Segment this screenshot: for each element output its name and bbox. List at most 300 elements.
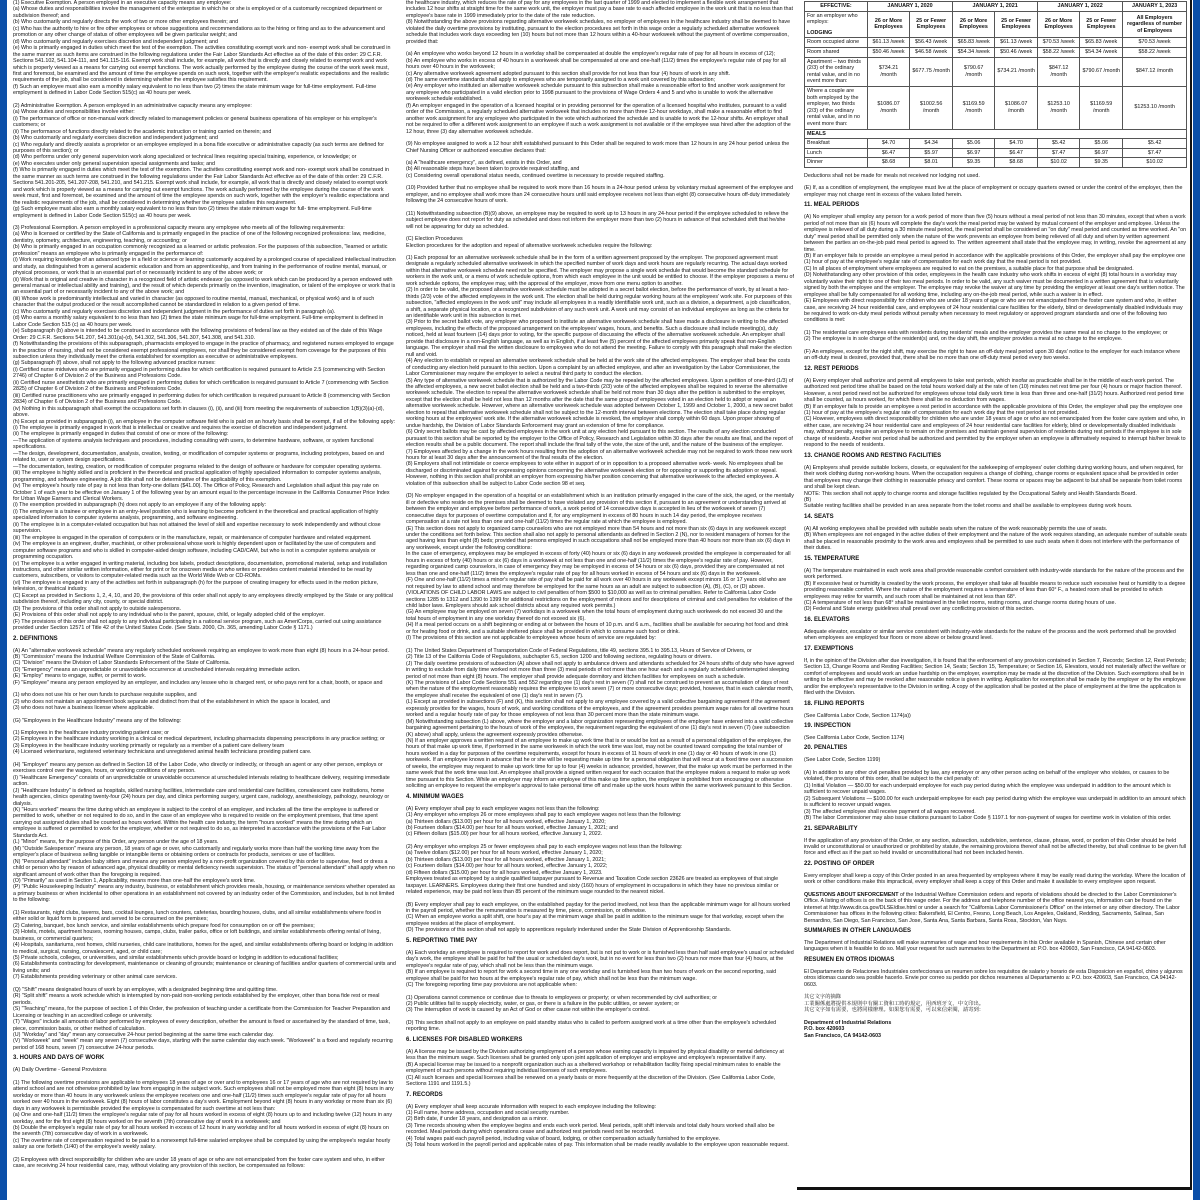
paragraph: (3) Professional Exemption. A person employed in a professional capacity means any employee who meets all of the following requirements:	[13, 224, 345, 231]
paragraph: (i) The performance of office or non-manual work directly related to management policies or general business operations of his employer or his employer's customers; or	[13, 115, 377, 129]
paragraph: (3) Time records showing when the employee begins and ends each work period. Meal periods, split shift intervals and total daily hours worked shall also be recorded. Meal periods during which operations cease and authorized rest periods need not be recorded.	[406, 1122, 775, 1136]
paragraph: (1) Initial Violation — $50.00 for each underpaid employee for each pay period during which the employee was underpaid in addition to the amount which is sufficient to recover unpaid wages.	[804, 782, 1171, 796]
paragraph: (6) Only secret ballots may be cast by affected employees in the work unit at any election held pursuant to this section. The results of any election conducted pursuant to this section shall be reported by the employer to the Office of Policy, Research and Legislation within 30 days after the results are final, and the report of election results shall be a public document. The report shall include the final tally of the vote, the size of the unit, and the nature of the business of the employer.	[406, 429, 793, 449]
paragraph: (b) Who customarily and regularly directs the work of two or more other employees therein; and	[13, 19, 239, 26]
rate-cell: $790.67 /month	[1080, 57, 1123, 86]
right-border	[1193, 0, 1200, 1200]
rate-cell: $6.97	[1080, 148, 1123, 158]
paragraph: (d) Fifteen dollars ($15.00) per hour for all hours worked, effective January 1, 2023.	[406, 869, 603, 876]
paragraph: (f) An employer engaged in the operation of a licensed hospital or in providing personnel for the operation of a licensed hospital who institutes, pursuant to a valid order of the Commission, a regularly scheduled alternative workweek that includes no more than three 12-hour workdays, shall make a reasonable effort to find another work assignment for any employee who participated in the vote which authorized the schedule and is unable to work the 12-hour shifts. An employer shall not be required to offer a different work assignment to an employee if such a work assignment is not available or if the employee was hired after the adoption of the 12 hour, three (3) day alternative workweek schedule.	[406, 102, 791, 135]
rate-cell: $54.34 /week	[953, 47, 995, 57]
meals-label: MEALS	[805, 129, 1187, 139]
paragraph: (K) "Hours worked" means the time during which an employee is subject to the control of an employer, and includes all the time the employee is suffered or permitted to work, whether or not required to do so, and in the case of an employee who is required to reside on the employment premises, that time spent carrying out assigned duties shall be counted as hours worked. Within the health care industry, the term "hours worked" means the time during which an employee is suffered or permitted to work for the employer, whether or not required to do so, as interpreted in accordance with the provisions of the Fair Labor Standards Act.	[13, 807, 386, 839]
rate-cell: $61.13 /week	[995, 38, 1038, 48]
paragraph: (B) When employees are not engaged in the active duties of their employment and the nature of the work requires standing, an adequate number of suitable seats shall be placed in reasonable proximity to the work area and employees shall be permitted to use such seats when it does not interfere with the performance of their duties.	[804, 532, 1187, 552]
paragraph: (b) Thirteen dollars ($13.00) per hour for all hours worked, effective January 1, 2021;	[406, 856, 606, 863]
year-2021: JANUARY 1, 2021	[953, 2, 1038, 12]
paragraph: (1) Restaurants, night clubs, taverns, bars, cocktail lounges, lunch counters, cafeterias, boarding houses, clubs, and all similar establishments where food in either solid or liquid form is prepared and served to be consumed on the premises;	[13, 909, 382, 923]
paragraph: (c) Who has the authority to hire or fire other employees or whose suggestions and recommendations as to the hiring or firing and as to the advancement and promotion or any other change of status of other employees will be given particular weight; and	[13, 25, 385, 39]
paragraph: (d) Who earns a monthly salary equivalent to no less than two (2) times the state minimum wage for full-time employment. Full-time employment is defined in Labor Code Section 515 (c) as 40 hours per week.	[13, 315, 384, 328]
paragraph: (F) An employee, except for the night shift, may exercise the right to have an off-duty meal period upon 30 days' notice to the employer for each instance where an off-duty meal is desired, provided that, there shall be no more than one off-duty meal period every two weeks.	[804, 348, 1181, 362]
paragraph: Adequate elevator, escalator or similar service consistent with industry-wide standards for the nature of the process and the work performed shall be provided when employees are employed four floors or more above or below ground level.	[804, 628, 1176, 642]
paragraph: (a) Who is licensed or certified by the State of California and is primarily engaged in the practice of one of the following recognized professions: law, medicine, dentistry, optometry, architecture, engineering, teaching, or accounting; or	[13, 231, 386, 244]
row-label: Lunch	[805, 148, 868, 158]
year-2023: JANUARY 1, 2023	[1123, 2, 1187, 12]
paragraph: (G) An employee may be employed on seven (7) workdays in a workweek when the total hours of employment during such workweek do not exceed 30 and the total hours of employment in any one workday thereof do not exceed six (6).	[406, 609, 783, 622]
left-border	[0, 0, 7, 1200]
paragraph: (J) "Healthcare Industry" is defined as hospitals, skilled nursing facilities, intermediate care and residential care facilities, convalescent care institutions, home health agencies, clinics operating twenty-four (24) hours per day, and clinics performing surgery, urgent care, radiology, anesthesiology, pathology, neurology or dialysis.	[13, 787, 390, 807]
table-header-row	[805, 2, 1187, 12]
paragraph: (f) Notwithstanding the provisions of this subparagraph, pharmacists employed to engage in the practice of pharmacy, and registered nurses employed to engage in the practice of nursing, shall not be considered exempt professional employees, nor shall they be considered exempt from coverage for the purposes of this subsection unless they individually meet the criteria established for exemption as executive or administrative employees.	[13, 341, 394, 361]
paragraph: (ii) The employee is in a computer-related occupation but has not attained the level of skill and expertise necessary to work independently and without close supervision.	[13, 521, 381, 535]
right-rule	[1190, 0, 1192, 1190]
row-label: Dinner	[805, 158, 868, 168]
paragraph: (B) If an employee is required to report for work a second time in any one workday and is furnished less than two hours of work on the second reporting, said employee shall be paid for two hours at the employee's regular rate of pay, which shall not be less than the minimum wage.	[406, 969, 777, 982]
rate-cell: $847.12 /month	[1123, 57, 1187, 86]
paragraph: (B) A special license may be issued to a nonprofit organization such as a sheltered workshop or rehabilitation facility fixing special minimum rates to enable the employment of such persons without requiring individual licenses of such employees.	[406, 1061, 781, 1075]
paragraph: (ii) The employee is primarily engaged in duties that consist of one or more of the following:	[13, 431, 229, 438]
paragraph: (c) Considering overall operational status needs, continued overtime is necessary to provide required staffing.	[406, 172, 665, 179]
paragraph: (C) All such licenses and special licenses shall be renewed on a yearly basis or more frequently at the discretion of the Division. (See California Labor Code, Sections 1191 and 1191.5.)	[406, 1074, 776, 1088]
paragraph: (4) Total wages paid each payroll period, including value of board, lodging, or other compensation actually furnished to the employee.	[406, 1135, 721, 1142]
paragraph: (4) Licensed veterinarians, registered veterinary technicians and unregistered animal health technicians providing patient care.	[13, 749, 312, 756]
paragraph: (E) This section does not apply to organized camp counselors who are not employed more than 54 hours and not more than six (6) days in any workweek except under the conditions set forth below. This section shall also not apply to personal attendants as defined in Section 2 (N), nor to resident managers of homes for the aged having less than eight (8) beds; provided that persons employed in such occupations shall not be employed more than 40 hours nor more than six (6) days in any workweek, except under the following conditions:	[406, 525, 791, 551]
subhead: 26 or More Employees	[868, 11, 910, 38]
year-2020: JANUARY 1, 2020	[868, 2, 953, 12]
paragraph: (F) One and one-half (11/2) times a minor's regular rate of pay shall be paid for all work over 40 hours in any workweek except minors 16 or 17 years old who are not required by law to attend school and may therefore be employed for the same hours as an adult are subject to subsection (A), (B), (C), or (D) above.	[406, 577, 787, 590]
paragraph	[804, 892, 1187, 924]
bold-lead: QUESTIONS ABOUT ENFORCEMENT	[804, 891, 899, 898]
rate-cell: $54.34 /week	[1080, 47, 1123, 57]
paragraph: The Department of Industrial Relations will make summaries of wage and hour requirements in this Order available in Spanish, Chinese and certain other languages when it is feasible to do so. Mail your request for such summaries to the Department at: P.O. box 420603, San Francisco, CA 94142-0603.	[804, 940, 1166, 953]
paragraph: (C) When an employee works a split shift, one hour's pay at the minimum wage shall be paid in addition to the minimum wage for that workday, except when the employee resides at the place of employment.	[406, 914, 784, 927]
paragraph: (G) "Employees in the Healthcare Industry" means any of the following:	[13, 717, 182, 724]
paragraph: (E) Employees with direct responsibility for children who are under 18 years of age or who are not emancipated from the foster care system and who, in either case, are receiving 24 hour residential care, and employees of 24 hour residential care facilities for the elderly, blind or developmentally disabled individuals may be required to work on-duty meal periods without penalty when necessary to meet regulatory or approved program standards and one of the following two conditions is met:	[804, 298, 1183, 324]
rate-cell: $4.34	[910, 139, 953, 149]
paragraph: (F) "Employee" means any person employed by an employer, and includes any lessee who is charged rent, or who pays rent for a chair, booth, or space and	[13, 679, 383, 686]
rate-cell: $9.35	[1080, 158, 1123, 168]
table-row	[805, 158, 1187, 168]
paragraph: (O) "Primarily" as used in Section 1, Applicability, means more than one-half the employee's work time.	[13, 878, 256, 884]
paragraph: (2) Birth date, if under 18 years, and designation as a minor.	[406, 1116, 548, 1123]
paragraph: (M) Notwithstanding subsection (L) above, where the employer and a labor organization representing employees of the employer have entered into a valid collective bargaining agreement pertaining to the hours of work of the employees, the requirement regarding the equivalent of one (1) day's rest in seven (7) (see subsection (K) above) shall apply, unless the agreement expressly provides otherwise.	[406, 718, 794, 738]
paragraph: (f) Such an employee must also earn a monthly salary equivalent to no less than two (2) times the state minimum wage for full-time employment. Full-time employment is defined in Labor Code Section 515(c) as 40 hours per week.	[13, 83, 377, 97]
paragraph: (A) A license may be issued by the Division authorizing employment of a person whose earning capacity is impaired by physical disability or mental deficiency at less than the minimum wage. Such licenses shall be granted only upon joint application of employer and employee and employee's representative if any.	[406, 1048, 784, 1062]
section-heading: 20. PENALTIES	[804, 745, 848, 752]
paragraph: (b) Double the employee's regular rate of pay for all hours worked in excess of 12 hours in any workday and for all hours worked in excess of eight (8) hours on the seventh (7th) consecutive day of work in a workweek.	[13, 1124, 389, 1138]
paragraph: (F) The provisions of this order shall not apply to any individual participating in a national service program, such as AmeriCorps, carried out using assistance provided under Section 12571 of Title 42 of the United States Code. (See Stats. 2000, Ch. 365, amending Labor Code § 1171.)	[13, 618, 382, 632]
column-3-text	[804, 173, 1187, 1039]
paragraph: (e) Subparagraph (b) above is intended to be construed in accordance with the following provisions of federal law as they existed as of the date of this Wage Order: 29 C.F.R. Sections 541.207, 541.301(a)-(d), 541.302, 541.306, 541.307, 541.308, and 541.310.	[13, 328, 383, 341]
paragraph: Election procedures for the adoption and repeal of alternative workweek schedules require the following:	[406, 242, 653, 249]
section-heading: 16. ELEVATORS	[804, 616, 850, 623]
paragraph: (R) "Split shift" means a work schedule which is interrupted by non-paid non-working periods established by the employer, other than bona fide rest or meal periods.	[13, 993, 380, 1006]
paragraph: (a) One and one-half (11/2) times the employee's regular rate of pay for all hours worked in excess of eight (8) hours up to and including twelve (12) hours in any workday, and for the first eight (8) hours worked on the seventh (7th) consecutive day of work in a workweek; and	[13, 1112, 393, 1125]
section-heading: 22. POSTING OF ORDER	[804, 860, 875, 867]
rate-cell: $1169.59 /month	[1080, 86, 1123, 129]
paragraph: (a) Twelve dollars ($12.00) per hour for all hours worked, effective January 1, 2020;	[406, 850, 603, 857]
paragraph: (2) The employee is in sole charge of the resident(s) and, on the day shift, the employer provides a meal at no charge to the employee.	[804, 336, 1123, 343]
paragraph: (D) Notwithstanding any other provision of this order, employees in the health care industry who work shifts in excess of eight (8) total hours in a workday may voluntarily waive their right to one of their two meal periods. In order to be valid, any such waiver must be documented in a written agreement that is voluntarily signed by both the employee and the employer. The employee may revoke the waiver at any time by providing the employer at least one day's written notice. The employee shall be fully compensated for all working time, including any on-the-job meal period, while such a waiver is in effect.	[804, 272, 1185, 298]
paragraph: (v) The employee is a writer engaged in writing material, including box labels, product descriptions, documentation, promotional material, setup and installation instructions, and other similar written information, either for print or for onscreen media or who writes or provides content material intended to be read by customers, subscribers, or visitors to computer-related media such as the World Wide Web or CD-ROMs.	[13, 560, 388, 580]
paragraph: —The documentation, testing, creation, or modification of computer programs related to the design of software or hardware for computer operating systems.	[13, 463, 382, 470]
rate-cell: $6.47	[995, 148, 1038, 158]
rate-cell: $50.46 /week	[995, 47, 1038, 57]
paragraph: (2) Employees in the healthcare industry working in a clinical or medical department, including pharmacists dispensing prescriptions in any practice setting; or	[13, 736, 385, 743]
paragraph: (3) The interruption of work is caused by an Act of God or other cause not within the employer's control.	[406, 1007, 650, 1014]
paragraph: (A) No employer shall employ any person for a work period of more than five (5) hours without a meal period of not less than 30 minutes, except that when a work period of not more than six (6) hours will complete the day's work the meal period may be waived by mutual consent of the employer and employee. Unless the employee is relieved of all duty during a 30 minute meal period, the meal period shall be considered an "on duty" meal period and counted as time worked. An "on duty" meal period shall be permitted only when the nature of the work prevents an employee from being relieved of all duty and when by written agreement between the parties an on-the-job paid meal period is agreed to. The written agreement shall state that the employee may, in writing, revoke the agreement at any time.	[804, 214, 1187, 253]
paragraph: (VIOLATIONS OF CHILD LABOR LAWS are subject to civil penalties of from $500 to $10,000 as well as to criminal penalties. Refer to California Labor Code sections 1285 to 1312 and 1390 to 1399 for additional restrictions on the employment of minors and for descriptions of criminal and civil penalties for violation of the child labor laws. Employers should ask school districts about any required work permits.)	[406, 590, 793, 609]
paragraph: (vi) The employee is engaged in any of the activities set forth in subparagraph (h) for the purpose of creating imagery for effects used in the motion picture, television, or theatrical industry.	[13, 579, 379, 593]
column-2	[406, 0, 794, 1200]
paragraph: (8) Employers shall not intimidate or coerce employees to vote either in support of or in opposition to a proposed alternative work- week. No employees shall be discharged or discriminated against for expressing opinions concerning the alternative workweek election or for opposing or supporting its adoption or repeal. However, nothing in this section shall prohibit an employer from expressing his/her position concerning that alternative workweek to the affected employees. A violation of this subsection shall be subject to Labor Code section 98 et seq.	[406, 461, 783, 487]
section-heading: 5. REPORTING TIME PAY	[406, 937, 478, 944]
paragraph: (B) If excessive heat or humidity is created by the work process, the employer shall take all feasible means to reduce such excessive heat or humidity to a degree providing reasonable comfort. Where the nature of the employment requires a temperature of less than 60° F., a heated room shall be provided to which employees may retire for warmth, and such room shall be maintained at not less than 68°.	[804, 580, 1186, 600]
rate-cell: $1002.56 /month	[910, 86, 953, 129]
rate-cell: $5.06	[953, 139, 995, 149]
paragraph: (T) "Wages" include all amounts of labor performed by employees of every description, whether the amount is fixed or ascertained by the standard of time, task, piece, commission basis, or other method of calculation.	[13, 1019, 390, 1032]
section-heading: 6. LICENSES FOR DISABLED WORKERS	[406, 1036, 523, 1043]
paragraph: (1) The residential care employees eats with residents during residents' meals and the employer provides the same meal at no charge to the employee; or	[804, 329, 1168, 336]
paragraph: (A) Every employer shall keep accurate information with respect to each employee including the following:	[406, 1103, 657, 1110]
paragraph: (c) Who regularly and directly assists a proprietor or an employee employed in a bona fide executive or administrative capacity (as such terms are defined for purposes of this section); or	[13, 141, 384, 154]
paragraph: (I) The provisions of this section are not applicable to employees whose hours of service are regulated by:	[406, 635, 657, 642]
paragraph: (iii) The employee is engaged in the operation of computers or in the manufacture, repair, or maintenance of computer hardware and related equipment.	[13, 534, 372, 541]
row-label: Room shared	[805, 47, 868, 57]
address-line: P.O. box 420603	[804, 1026, 845, 1033]
rate-cell: $1169.59 /month	[953, 86, 995, 129]
address-line: San Francisco, CA 94142-0603	[804, 1032, 882, 1039]
section-heading: 4. MINIMUM WAGES	[406, 793, 464, 800]
paragraph: (4) Hospitals, sanitariums, rest homes, child nurseries, child care institutions, homes for the aged, and similar establishments offering board or lodging in addition to medical, surgical, nursing, convalescent, aged, or child care;	[13, 942, 393, 955]
paragraph: (C) A temperature of not less than 68° shall be maintained in the toilet rooms, resting rooms, and change rooms during hours of use.	[804, 599, 1116, 606]
rate-cell: $10.02	[1123, 158, 1187, 168]
paragraph: (iv) The employee's hourly rate of pay is not less than forty-one dollars ($41.00). The Office of Policy, Research and Legislation shall adjust this pay rate on October 1 of each year to be effective on January 1 of the following year by an amount equal to the percentage increase in the California Consumer Price Index for Urban Wage Earners and Clerical Workers.	[13, 483, 390, 502]
paragraph: (D) The provisions of this order shall not apply to outside salespersons.	[13, 605, 182, 612]
paragraph: (A) In addition to any other civil penalties provided by law, any employer or any other person acting on behalf of the employer who violates, or causes to be violated, the provisions of this order, shall be subject to the civil penalty of:	[804, 769, 1170, 783]
paragraph: (K) The provisions of Labor Code Sections 551 and 552 regarding one (1) day's rest in seven (7) shall not be construed to prevent an accumulation of days of rest when the nature of the employment reasonably requires the employee to work seven (7) or more consecutive days; provided, however, that in each calendar month, the employee shall receive the equivalent of one (1) day's rest in seven (7).	[406, 679, 794, 699]
paragraph: (2) Subsequent Violations — $100.00 for each underpaid employee for each pay period during which the employee was underpaid in addition to an amount which is sufficient to recover unpaid wages.	[804, 795, 1186, 809]
rate-cell: $65.83 /week	[953, 38, 995, 48]
paragraph: (iv) Nothing in this subparagraph shall exempt the occupations set forth in clauses (i), (ii), and (iii) from meeting the requirements of subsection 1(B)(3)(a)-(d), above.	[13, 405, 384, 419]
rate-cell: $8.01	[910, 158, 953, 168]
paragraph: (B) Every employer shall pay to each employee, on the established payday for the period involved, not less than the applicable minimum wage for all hours worked in the payroll period, whether the remuneration is measured by time, piece, commission, or otherwise.	[406, 901, 791, 914]
paragraph: (N) If an employer approves a written request of an employee to make up work time that is or would be lost as a result of a personal obligation of the employee, the hours of that make up work time, if performed in the same workweek in which the work time was lost, may not be counted toward computing the total number of hours worked in a day for purposes of the overtime requirements, except for hours in excess of 11 hours of work in one (1) day or 40 hours of work in one (1) workweek. If an employee knows in advance that he or she will be requesting make up time for a personal obligation that will recur at a fixed time over a succession of weeks, the employee may request to make up work time for up to four (4) weeks in advance; provided, however, that the make up work must be performed in the same week that the work time was lost. An employee shall provide a signed written request for each occasion that the employee makes a request to make up work time pursuant to this Section. While an employer may inform an employee of this make up time option, the employer is prohibited from encouraging or otherwise soliciting an employee to request the employer's approval to take personal time off and make up the work hours within the same workweek pursuant to this Section.	[406, 738, 793, 790]
employer-label: For an employer who employs: LODGING	[805, 11, 868, 38]
rate-cell: $46.58 /week	[910, 47, 953, 57]
rate-cell: $8.68	[995, 158, 1038, 168]
paragraph: (a) An employee who works beyond 12 hours in a workday shall be compensated at double the employee's regular rate of pay for all hours in excess of (12);	[406, 51, 776, 58]
paragraph: (H) If a meal period occurs on a shift beginning or ending at or between the hours of 10 p.m. and 6 a.m., facilities shall be available for securing hot food and drink or for heating food or drink, and a suitable sheltered place shall be provided in which to consume such food or drink.	[406, 622, 789, 635]
lodging-meals-table	[804, 1, 1187, 168]
paragraph: (a) A "healthcare emergency", as defined, exists in this Order, and	[406, 159, 562, 166]
paragraph: Suitable resting facilities shall be provided in an area separate from the toilet rooms and shall be available to employees during work hours.	[804, 503, 1133, 510]
section-heading: 12. REST PERIODS	[804, 365, 859, 372]
paragraph: (C) However, employees with direct responsibility for children who are under 18 years of age or who are not emancipated from the foster care system and who, in either case, are receiving 24 hour residential care and employees of 24 hour residential care facilities for elderly, blind or developmentally disabled individuals may, without penalty, require an employee to remain on the premises and maintain general supervision of residents during rest periods if the employee is in sole charge of residents. Another rest period shall be authorized and permitted by the employer when an employee is affirmatively required to interrupt his/her break to respond to the needs of residents.	[804, 416, 1186, 449]
paragraph: (A) Daily Overtime - General Provisions	[13, 1067, 107, 1074]
paragraph: (b) Who customarily and regularly exercises discretion and independent judgment; and	[13, 135, 218, 142]
paragraph: (11) Notwithstanding subsection (B)(9) above, an employee may be required to work up to 13 hours in any 24-hour period if the employee scheduled to relieve the subject employee does not report for duty as scheduled and does not inform the employer more than two (2) hours in advance of that scheduled shift that he/she will not be appearing for duty as scheduled.	[406, 210, 789, 230]
paragraph: (A) Every employer shall pay to each employee wages not less than the following:	[406, 805, 600, 812]
paragraph: (i) Certified nurse midwives who are primarily engaged in performing duties for which certification is required pursuant to Article 2.5 (commencing with Section 2746) of Chapter 6 of Division 2 of the Business and Professions Code.	[13, 366, 386, 380]
paragraph: (4) Any election to establish or repeal an alternative workweek schedule shall be held at the work site of the affected employees. The employer shall bear the costs of conducting any election held pursuant to this section. Upon a complaint by an affected employee, and after an investigation by the Labor Commissioner, the Labor Commissioner may require the employer to select a neutral third party to conduct the election.	[406, 358, 791, 378]
paragraph: —The design, development, documentation, analysis, creation, testing, or modification of computer systems or programs, including prototypes, based on and related to, user or system design specifications.	[13, 450, 384, 464]
paragraph: (c) Fourteen dollars ($14.00) per hour for all hours worked, effective January 1, 2022;	[406, 863, 608, 870]
subhead: 26 or More Employees	[1038, 11, 1080, 38]
paragraph: (D) Federal and State energy guidelines shall prevail over any conflicting provision of this section.	[804, 606, 1035, 613]
paragraph: (c) Fifteen dollars ($15.00) per hour for all hours worked, effective January 1, 2022.	[406, 831, 603, 838]
paragraph: (7) Establishments providing veterinary or other animal care services.	[13, 974, 177, 981]
rate-cell: $56.43 /week	[910, 38, 953, 48]
paragraph: (1) The United States Department of Transportation Code of Federal Regulations, title 49, sections 395.1 to 395.13, Hours of Service of Drivers, or	[406, 647, 752, 654]
row-label: Where a couple are both employed by the employer, two thirds (2/3) of the ordinary rental value, and in no event more than:	[805, 86, 868, 129]
paragraph: (E) If, as a condition of employment, the employee must live at the place of employment or occupy quarters owned or under the control of the employer, then the employer may not charge rent in excess of the values listed herein.	[804, 185, 1183, 198]
paragraph: (I) "Healthcare Emergency" consists of an unpredictable or unavoidable occurrence at unscheduled intervals relating to healthcare delivery, requiring immediate action.	[13, 774, 390, 788]
rate-cell: $58.22 /week	[1038, 47, 1080, 57]
chinese-summary-line: 工業關係處將提供本規則中有關工資和工時的規定，用西班牙文、中文印出。	[804, 1000, 985, 1007]
rate-cell: $677.75 /month	[910, 57, 953, 86]
paragraph: (8) Notwithstanding the above provisions regarding alternative workweek schedules, no employer of employees in the healthcare industry shall be deemed to have violated the daily overtime provisions by instituting, pursuant to the election procedures set forth in this wage order a regularly scheduled alternative workweek schedule that includes work days exceeding ten (10) hours but not more than 12 hours within a 40-hour workweek without the payment of overtime compensation, provided that:	[406, 19, 791, 45]
row-label: Room occupied alone	[805, 38, 868, 48]
section-heading: 15. TEMPERATURE	[804, 555, 860, 562]
year-2022: JANUARY 1, 2022	[1038, 2, 1123, 12]
rate-cell: $1253.10 /month	[1123, 86, 1187, 129]
paragraph: the healthcare industry, which reduces the rate of pay for any employees in the last quarter of 1999 and elected to implement a flexible work arrangement that includes 12 hour shifts at straight time for the same work unit, the employer must pay a base rate to each affected employee in the work unit that is no less than that employee's base rate in 1999 immediately prior to the date of the rate reduction.	[406, 0, 793, 19]
paragraph: (ii) The performance of functions directly related to the academic instruction or training carried on therein; and	[13, 128, 272, 135]
paragraph: In the case of emergency, employees may be employed in excess of forty (40) hours or six (6) days in any workweek provided the employee is compensated for all hours in excess of forty (40) hours or six (6) days in a workweek at not less than one and one-half (11/2) times the employee's regular rate of pay. However, regarding organized camp counselors, in case of emergency they may be employed in excess of 54 hours or six (6) days, provided they are compensated at not less than one and one-half (11/2) times the employee's regular rate of pay for all hours worked in excess of 54 hours and six (6) days in the workweek.	[406, 551, 791, 577]
paragraph: (See Labor Code, Section 1199)	[804, 757, 881, 764]
paragraph: (1) Any employer who employs 26 or more employees shall pay to each employee wages not less than the following:	[406, 812, 682, 819]
rate-cell: $7.47	[1038, 148, 1080, 158]
paragraph: (ii) Certified nurse anesthetists who are primarily engaged in performing duties for which certification is required pursuant to Article 7 (commencing with Section 2825) of Chapter 6 of Division 2 of the Business and Professions Code.	[13, 379, 389, 393]
paragraph: (2) Catering, banquet, box lunch service, and similar establishments which prepare food for consumption on or off the premises;	[13, 922, 315, 929]
paragraph: (d) Who customarily and regularly exercises discretion and independent judgment; and	[13, 38, 218, 45]
table-row	[805, 148, 1187, 158]
rate-cell: $4.70	[995, 139, 1038, 149]
paragraph: (e) Who executes under only general supervision special assignments and tasks; and	[13, 160, 215, 167]
paragraph: (A) Each workday an employee is required to report for work and does report, but is not put to work or is furnished less than half said employee's usual or scheduled day's work, the employee shall be paid for half the usual or scheduled day's work, but in no event for less than two (2) hours nor more than four (4) hours, at the employee's regular rate of pay, which shall not be less than the minimum wage.	[406, 949, 794, 969]
paragraph: (N) "Personal attendant" includes baby sitters and means any person employed by a non-profit organization covered by this order to supervise, feed or dress a child or person who by reason of advanced age, physical disability or mental deficiency needs supervision. The status of "personal attendant" shall apply when no significant amount of work other than the foregoing is required.	[13, 858, 395, 878]
section-heading: 14. SEATS	[804, 513, 834, 520]
paragraph: (See California Labor Code, Section 1174(a))	[804, 712, 911, 719]
subhead: 25 or Fewer Employees	[1080, 11, 1123, 38]
paragraph: (2) Employees with direct responsibility for children who are under 18 years of age or who are not emancipated from the foster care system and who, in either case, are receiving 24 hour residential care, may, without violating any provision of this section, be compensated as follows:	[13, 1156, 385, 1170]
subhead: 25 or Fewer Employees	[995, 11, 1038, 38]
paragraph: (i) The employee is primarily engaged in work that is intellectual or creative and requires the exercise of discretion and independent judgment.	[13, 425, 348, 431]
paragraph: (g) Subparagraph (f) above, shall not apply to the following advanced practice nurses:	[13, 360, 216, 367]
paragraph: (A) The temperature maintained in each work area shall provide reasonable comfort consistent with industry-wide standards for the nature of the process and the work performed.	[804, 567, 1185, 581]
paragraph: (C) In all places of employment where employees are required to eat on the premises, a suitable place for that purpose shall be designated.	[804, 265, 1134, 272]
paragraph: (iv) The employee is an engineer, drafter, machinist, or other professional whose work is highly dependent upon or facilitated by the use of computers and computer software programs and who is skilled in computer-aided design software, including CAD/CAM, but who is not in a computer systems analysis or programming occupation.	[13, 541, 376, 561]
section-heading: 11. MEAL PERIODS	[804, 202, 860, 209]
rate-cell: $847.12 /month	[1038, 57, 1080, 86]
paragraph: (A) Employers shall provide suitable lockers, closets, or equivalent for the safekeeping of employees' outer clothing during working hours, and when required, for their work clothing during non-working hours. When the occupation requires a change of clothing, change rooms or equivalent space shall be provided in order that employees may change their clothing in reasonable privacy and comfort. These rooms or spaces may be adjacent to but shall be separate from toilet rooms and shall be kept clean.	[804, 464, 1184, 491]
paragraph: (C) "Division" means the Division of Labor Standards Enforcement of the State of California.	[13, 660, 231, 667]
paragraph: (1) Full name, home address, occupation and social security number.	[406, 1109, 570, 1116]
paragraph: (See California Labor Code, Section 1174)	[804, 734, 905, 741]
paragraph: Employees treated as employed by a single qualified taxpayer pursuant to Revenue and Taxation Code section 23626 are treated as employees of that single taxpayer. LEARNERS. Employees during their first one hundred and sixty (160) hours of employment in occupations in which they have no previous similar or related experience, may be paid not less than 85 percent of the minimum wage rounded to the nearest nickel.	[406, 876, 779, 896]
rate-cell: $6.47	[868, 148, 910, 158]
column-3	[804, 0, 1187, 1200]
paragraph: (c) The overtime rate of compensation required to be paid to a nonexempt full-time salaried employee shall be computed by using the employee's regular hourly salary as one fortieth (1/40) of the employee's weekly salary.	[13, 1137, 391, 1151]
paragraph: (D) "Emergency" means an unpredictable or unavoidable occurrence at unscheduled intervals requiring immediate action.	[13, 666, 301, 673]
column-1	[13, 0, 396, 1200]
rate-cell: $50.46 /week	[868, 47, 910, 57]
paragraph: —The application of systems analysis techniques and procedures, including consulting with users, to determine hardware, software, or system functional specifications.	[13, 437, 374, 451]
table-row	[805, 38, 1187, 48]
paragraph: (e) Who is primarily engaged in duties which meet the test of the exemption. The activities constituting exempt work and non- exempt work shall be construed in the same manner as such items are construed in the following regulations under the Fair Labor Standards Act effective as of the date of this order: 29 C.F.R. Sections 541.102, 541.104-111, and 541.115-116. Exempt work shall include, for example, all work that is directly and closely related to exempt work and work which is properly viewed as a means for carrying out exempt functions. The work actually performed by the employee during the course of the work week must, first and foremost, be examined and the amount of time the employee spends on such work, together with the employer's realistic expectations and the realistic requirements of the job, shall be considered in determining whether the employee satisfies this requirement.	[13, 45, 391, 84]
paragraph: (B) If an employer fails to provide an employee a rest period in accordance with the applicable provisions of this Order, the employer shall pay the employee one (1) hour of pay at the employee's regular rate of compensation for each work day that the rest period is not provided.	[804, 403, 1183, 417]
rate-cell: $70.53 /week	[1038, 38, 1080, 48]
paragraph: (b) All reasonable steps have been taken to provide required staffing, and	[406, 166, 580, 173]
paragraph: (iii) Whose work is predominantly intellectual and varied in character (as opposed to routine mental, manual, mechanical, or physical work) and is of such character that the output produced or the result accomplished cannot be standardized in relation to a given period of time.	[13, 295, 375, 309]
paragraph: (J) The daily overtime provisions of subsection (A) above shall not apply to ambulance drivers and attendants scheduled for 24 hours shifts of duty who have agreed in writing to exclude from daily time worked not more than three (3) meal periods of not more than one hour each and a regularly scheduled uninterrupted sleeping period of not more than eight (8) hours. The employer shall provide adequate dormitory and kitchen facilities for employees on such a schedule.	[406, 660, 794, 680]
paragraph: (i) The employee is a trainee or employee in an entry-level position who is learning to become proficient in the theoretical and practical application of highly specialized information to computer systems analysis, programming, and software engineering.	[13, 508, 379, 522]
rate-cell: $1253.10 /month	[1038, 86, 1080, 129]
paragraph: NOTE: This section shall not apply to change rooms and storage facilities regulated by the Occupational Safety and Health Standards Board.	[804, 490, 1137, 497]
paragraph: (E) "Employ" means to engage, suffer, or permit to work.	[13, 673, 147, 680]
paragraph: (i) The exemption provided in subparagraph (h) does not apply to an employee if any of the following apply:	[13, 502, 266, 509]
section-heading: 13. CHANGE ROOMS AND RESTING FACILITIES	[804, 452, 942, 459]
rate-cell: $8.68	[868, 158, 910, 168]
paragraph: (C) Election Procedures	[406, 236, 463, 243]
rate-cell: $61.13 /week	[868, 38, 910, 48]
paragraph: (Q) "Shift" means designated hours of work by an employee, with a designated beginning time and quitting time.	[13, 986, 278, 993]
paragraph: If the application of any provision of this Order, or any section, subsection, subdivision, sentence, clause, phrase, word, or portion of this Order should be held invalid or unconstitutional or unauthorized or prohibited by statute, the remaining provisions thereof shall not be affected thereby, but shall continue to be given full force and effect as if the part so held invalid or unconstitutional had not been included herein.	[804, 837, 1187, 857]
paragraph: (e) Any employer who instituted an alternative workweek schedule pursuant to this subsection shall make a reasonable effort to find another work assignment for any employee who participated in a valid election prior to 1998 pursuant to the provisions of Wage Orders 4 and 5 and who is unable to work the alternative workweek schedule established.	[406, 83, 786, 103]
paragraph: (A) An "alternative workweek schedule" means any regularly scheduled workweek requiring an employee to work more than eight (8) hours in a 24-hour period.	[13, 647, 389, 654]
paragraph: (H) "Employer" means any person as defined in Section 18 of the Labor Code, who directly or indirectly, or through an agent or any other person, employs or exercises control over the wages, hours, or working conditions of any person.	[13, 761, 383, 775]
paragraph: (V) "Workweek" and "week" mean any seven (7) consecutive days, starting with the same calendar day each week. "Workweek" is a fixed and regularly recurring period of 168 hours, seven (7) consecutive 24-hour periods.	[13, 1038, 393, 1051]
paragraph: (b) An employee who works in excess of 40 hours in a workweek shall be compensated at one and one-half (11/2) times the employee's regular rate of pay for all hours over 40 hours in the workweek;	[406, 57, 786, 71]
paragraph: (9) No employee assigned to work a 12 hour shift established pursuant to this Order shall be required to work more than 12 hours in any 24 hour period unless the Chief Nursing Officer or authorized executive declares that:	[406, 141, 790, 154]
section-heading: SUMMARIES IN OTHER LANGUAGES	[804, 928, 912, 935]
rate-cell: $5.06	[1080, 139, 1123, 149]
paragraph: (B)	[804, 497, 812, 503]
paragraph: (E) Provisions of this order shall not apply to any individual who is the parent, spouse, child, or legally adopted child of the employer.	[13, 612, 325, 619]
paragraph: (b) Who is primarily engaged in an occupation commonly recognized as a learned or artistic profession. For the purposes of this subsection, "learned or artistic profession" means an employee who is primarily engaged in the performance of:	[13, 244, 388, 257]
paragraph: (U) "Workday" and "day" mean any consecutive 24-hour period beginning at the same time each calendar day.	[13, 1031, 274, 1038]
paragraph: (iii) Certified nurse practitioners who are primarily engaged in performing duties for which certification is required pursuant to Article 8 (commencing with Section 2834) of Chapter 6 of Division 2 of the Business and Professions Code.	[13, 392, 391, 406]
paragraph: (3) who does not have a business license where applicable.	[13, 705, 155, 712]
paragraph: (M) "Outside Salesperson" means any person, 18 years of age or over, who customarily and regularly works more than half the working time away from the employer's place of business selling tangible or intangible items or obtaining orders or contracts for products, services or use of facilities.	[13, 845, 380, 859]
effective-label: EFFECTIVE:	[805, 2, 868, 12]
rate-cell: $70.53 /week	[1123, 38, 1187, 48]
paragraph: (1) Each proposal for an alternative workweek schedule shall be in the form of a written agreement proposed by the employer. The proposed agreement must designate a regularly scheduled alternative workweek in which the specified number of work days and work hours are regularly recurring. The actual days worked within that alternative workweek schedule need not be specified. The employer may propose a single work schedule that would become the standard schedule for workers in the work unit, or a menu of work schedule options, from which each employee in the unit would be entitled to choose. If the employer proposes a menu of work schedule options, the employee may, with the approval of the employer, move from one menu option to another.	[406, 254, 794, 287]
paragraph: (2) Administrative Exemption. A person employed in an administrative capacity means any employee:	[13, 102, 252, 109]
paragraph: (h) Except as provided in subparagraph (i), an employee in the computer software field who is paid on an hourly basis shall be exempt, if all of the following apply:	[13, 418, 395, 425]
paragraph: (C) The foregoing reporting time pay provisions are not applicable when:	[406, 982, 577, 989]
rate-cell: $5.42	[1038, 139, 1080, 149]
paragraph: If, in the opinion of the Division after due investigation, it is found that the enforcement of any provision contained in Section 7, Records; Section 12, Rest Periods; Section 13, Change Rooms and Resting Facilities; Section 14, Seats; Section 15, Temperature; or Section 16, Elevators, would not materially affect the welfare or comfort of employees and would work an undue hardship on the employer, exemption may be made at the discretion of the Division. Such exemptions shall be in writing to be effective and may be revoked after reasonable notice is given in writing. Application for exemption shall be made by the employer or by the employee and/or the employee's representative to the Division in writing. A copy of the application shall be posted at the place of employment at the time the application is filed with the Division.	[804, 657, 1187, 697]
paragraph: (i) Work requiring knowledge of an advanced type in a field or science or learning customarily acquired by a prolonged course of specialized intellectual instruction and study, as distinguished from a general academic education and from an apprenticeship, and from training in the performance of routine mental, manual, or physical processes, or work that is an essential part of or necessarily incident to any of the above work; or	[13, 257, 396, 277]
paragraph: (7) Employees affected by a change in the work hours resulting from the adoption of an alternative workweek schedule may not be required to work those new work hours for at least 30 days after the announcement of the final results of the election.	[406, 448, 793, 461]
paragraph: (3) Prior to the secret ballot vote, any employer who proposed to institute an alternative workweek schedule shall have made a disclosure in writing to the affected employees, including the effects of the proposed arrangement on the employees' wages, hours, and benefits. Such a disclosure shall include meeting(s), duly noticed, held at least fourteen (14) days prior to voting, for the specific purpose of discussing the effects of the alternative workweek schedule. An employer shall provide that disclosure in a non-English language, as well as in English, if at least five (5) percent of the affected employees primarily speak that non-English language. The employer shall mail the written disclosure to employees who do not attend the meeting. Failure to comply with this paragraph shall make the election null and void.	[406, 319, 792, 358]
paragraph: (1) Employees in the healthcare industry providing patient care; or	[13, 730, 169, 737]
paragraph: (L) Except as provided in subsections (F) and (K), this section shall not apply to any employee covered by a valid collective bargaining agreement if the agreement expressly provides for the wages, hours of work, and working conditions of the employees, and if the agreement provides premium wage rates for all overtime hours worked and a regular hourly rate of pay for those employees of not less than 30 percent more than the state minimum wage.	[406, 699, 794, 719]
paragraph: (P) "Public Housekeeping Industry" means any industry, business, or establishment which provides meals, housing, or maintenance services whether operated as a primary business or when incidental to other operations in an establishment not covered by an industry order of the Commission, and includes, but is not limited to the following:	[13, 884, 396, 904]
paragraph: (2) In order to be valid, the proposed alternative workweek schedule must be adopted in a secret ballot election, before the performance of work, by at least a two-thirds (2/3) vote of the affected employees in the work unit. The election shall be held during regular working hours at the employees' work site. For purposes of this subsection, "affected employees in the work unit" may include all employees in a readily identifiable work unit, such as a division, a department, a job classification, a shift, a separate physical location, or a recognized subdivision of any such work unit. A work unit may consist of an individual employee as long as the criteria for an identifiable work unit in this subsection is met.	[406, 287, 792, 320]
rate-cell: $4.70	[868, 139, 910, 149]
rate-cell: $9.35	[953, 158, 995, 168]
paragraph: (6) Establishments contracting for development, maintenance or cleaning of grounds; maintenance or cleaning of facilities and/or quarters of commercial units and living units; and	[13, 961, 396, 974]
paragraph: (10) Provided further that no employee shall be required to work more than 16 hours in a 24-hour period unless by voluntary mutual agreement of the employee and employer, and no employee shall work more than 24 consecutive hours until said employee receives not less than eight (8) consecutive hours off-duty immediately following the 24 consecutive hours of work.	[406, 185, 794, 205]
paragraph: (B) "Commission" means the Industrial Welfare Commission of the State of California.	[13, 653, 216, 660]
rate-cell: $1086.07 /month	[995, 86, 1038, 129]
paragraph: (5) Total hours worked in the payroll period and applicable rates of pay. This information shall be made readily available to the employee upon reasonable request.	[406, 1142, 789, 1149]
paragraph: (a) Thirteen dollars ($13.00) per hour for all hours worked, effective January 1, 2020;	[406, 818, 606, 825]
paragraph: (ii) Work that is original and creative in character in a recognized field of artistic endeavor (as opposed to work which can be produced by a person endowed with general manual or intellectual ability and training), and the result of which depends primarily on the invention, imagination, or talent of the employee or work that is an essential part of or necessarily incident to any of the above work; and	[13, 276, 396, 296]
paragraph: (2) Any employer who employs 25 or fewer employees shall pay to each employee wages not less than the following:	[406, 843, 683, 850]
paragraph: (A) All working employees shall be provided with suitable seats when the nature of the work reasonably permits the use of seats.	[804, 525, 1108, 532]
rate-cell: $734.21 /month	[868, 57, 910, 86]
paragraph: (c) Who customarily and regularly exercises discretion and independent judgment in the performance of duties set forth in paragraph (a).	[13, 308, 336, 315]
paragraph: (D) This section shall not apply to an employee on paid standby status who is called to perform assigned work at a time other than the employee's scheduled reporting time.	[406, 1019, 777, 1033]
paragraph: (a) Whose duties and responsibilities involve the management of the enterprise in which he or she is employed or of a customarily recognized department or subdivision thereof; and	[13, 6, 383, 19]
rate-cell: $1086.07 /month	[868, 86, 910, 129]
paragraph: (1) who does not use his or her own funds to purchase requisite supplies, and	[13, 692, 197, 699]
paragraph: (S) "Teaching" means, for the purpose of section 1 of this Order, the profession of teaching under a certificate from the Commission for Teacher Preparation and Licensing or teaching in an accredited college or university.	[13, 1006, 391, 1019]
rate-cell: $790.67 /month	[953, 57, 995, 86]
table-row	[805, 57, 1187, 86]
section-heading: 21. SEPARABILITY	[804, 825, 858, 832]
paragraph: (B) The labor Commissioner may also issue citations pursuant to Labor Code § 1197.1 for non-payment of wages for overtime work in violation of this order.	[804, 815, 1172, 822]
section-heading: 19. INSPECTION	[804, 722, 851, 729]
row-label: Breakfast	[805, 139, 868, 149]
paragraph: (c) Any alternative workweek agreement adopted pursuant to this section shall provide for not less than four (4) hours of work in any shift.	[406, 70, 731, 77]
rate-cell: $5.42	[1123, 139, 1187, 149]
lodging-label: LODGING	[807, 29, 833, 36]
paragraph: (D) No employer engaged in the operation of a hospital or an establishment which is an institution primarily engaged in the care of the sick, the aged, or the mentally ill or defective who reside on the premises shall be deemed to have violated any provision of this section if, pursuant to an agreement or understanding arrived at between the employer and employee before performance of work, a work period of 14 consecutive days is accepted in lieu of the workweek of seven (7) consecutive days for purposes of overtime computation and if, for any employment in excess of 80 hours in such 14 day period, the employee receives compensation at a rate not less than one and one-half (11/2) times the regular rate at which the employee is employed.	[406, 493, 794, 526]
paragraph: (d) The same overtime standards shall apply to employees who are temporarily assigned to a work unit covered by this subsection;	[406, 76, 716, 83]
paragraph: (L) "Minor" means, for the purpose of this Order, any person under the age of 18 years.	[13, 839, 219, 846]
paragraph: (iii) The employee is highly skilled and is proficient in the theoretical and practical application of highly specialized information to computer systems analysis, programming, and software engineering. A job title shall not be determinative of the applicability of this exemption.	[13, 470, 382, 483]
section-heading: 2. DEFINITIONS	[13, 635, 58, 642]
rate-cell: $6.97	[953, 148, 995, 158]
paragraph: (g) Such employee must also earn a monthly salary equivalent to no less than two (2) times the state minimum wage for full- time employment. Full-time employment is defined in Labor Code Section 515(c) as 40 hours per week.	[13, 206, 372, 219]
paragraph: (b) Fourteen dollars ($14.00) per hour for all hours worked, effective January 1, 2021; and	[406, 825, 618, 832]
paragraph: El Departamento de Relaciones Industriales confeccionara un resumen sobre los requisitos de salario y horario de esta Disposicion en español, chino y algunos otros idiomas cuando sea posible hacerlo. Envie por correo su pedido por dichos resumenes al Departamento a: P.O. box 420603, San Francisco, CA 94142-0603.	[804, 968, 1183, 988]
section-heading: 3. HOURS AND DAYS OF WORK	[13, 1055, 105, 1062]
paragraph: (B) If an employer fails to provide an employee a meal period in accordance with the applicable provisions of this Order, the employer shall pay the employee one (1) hour of pay at the employee's regular rate of compensation for each work day that the meal period is not provided.	[804, 252, 1186, 266]
paragraph: (1) Operations cannot commence or continue due to threats to employees or property; or when recommended by civil authorities; or	[406, 994, 717, 1001]
table-row	[805, 47, 1187, 57]
section-heading: RESUMEN EN OTROS IDIOMAS	[804, 956, 895, 963]
row-label: Apartment – two thirds (2/3) of the ordinary rental value, and in no event more than:	[805, 57, 868, 86]
paragraph: Every employer shall keep a copy of this Order posted in an area frequented by employees where it may be easily read during the workday. Where the location of work or other conditions make this impractical, every employer shall keep a copy of this Order and make it available to every employee upon request.	[804, 872, 1186, 886]
paragraph: (1) The following overtime provisions are applicable to employees 18 years of age or over and to employees 16 or 17 years of age who are not required by law to attend school and are not otherwise prohibited by law from engaging in the subject work. Such employees shall not be employed more than eight (8) hours in any workday or more than 40 hours in any workweek unless the employee receives one and one-half (11/2) times such employee's regular rate of pay for all hours worked over 40 hours in the workweek. Eight (8) hours of labor constitutes a day's work. Employment beyond eight (8) hours in any workday or more than six (6) days in any workweek is permissible provided the employee is compensated for such overtime at not less than:	[13, 1079, 394, 1112]
address-line: Department of Industrial Relations	[804, 1019, 892, 1026]
paragraph: (1) Executive Exemption. A person employed in an executive capacity means any employee:	[13, 0, 232, 6]
chinese-summary-line: 其它文字的摘錄	[804, 994, 842, 1001]
paragraph: (3) Hotels, motels, apartment houses, rooming houses, camps, clubs, trailer parks, office or loft buildings, and similar establishments offering rental of living, business, or commercial quarters;	[13, 929, 381, 942]
meals-section-row	[805, 129, 1187, 139]
paragraph: (2) who does not maintain an appointment book separate and distinct from that of the establishment in which the space is located, and	[13, 698, 330, 705]
section-heading: 7. RECORDS	[406, 1091, 443, 1098]
paragraph-text: of the Industrial Welfare Commission orders and reports of violations should be directed to the Labor Commissioner's Office. A listing of offices is on the back of this wage order. For the address and telephone number of the office nearest you, information can be found on the internet at http://www.dir.ca.gov/DLSE/dlse.html or under a search for "California Labor Commissioner's Office" on the internet or any other directory. The Labor Commissioner has offices in the following cities: Bakersfield, El Centro, Fresno, Long Beach, Los Angeles, Oakland, Redding, Sacramento, Salinas, San Bernardino, San Diego, San Francisco, San Jose, Santa Ana, Santa Barbara, Santa Rosa, Stockton, Van Nuys.	[804, 891, 1180, 924]
paragraph: (2) Public utilities fail to supply electricity, water, or gas, or there is a failure in the public utilities, or sewer system; or	[406, 1000, 680, 1007]
subhead: 26 or More Employees	[953, 11, 995, 38]
paragraph: (2) Title 13 of the California Code of Regulations, subchapter 6.5, section 1200 and following sections, regulating hours or drivers.	[406, 654, 712, 661]
table-row	[805, 139, 1187, 149]
section-heading: 18. FILING REPORTS	[804, 700, 865, 707]
paragraph: (f) Who is primarily engaged in duties which meet the test of the exemption. The activities constituting exempt work and non- exempt work shall be construed in the same manner as such terms are construed in the following regulations under the Fair Labor Standards Act effective as of the date of this order: 29 C.F.R. Sections 541.201-205, 541.207-208, 541.210, and 541.215. Exempt work shall include, for example, all work that is directly and closely related to exempt work and work which is properly viewed as a means for carrying out exempt functions. The work actually performed by the employee during the course of the work week must, first and foremost, be examined and the amount of time the employee spends on such work, together with the employer's realistic expectations and the realistic requirements of the job, shall be considered in determining whether the employee satisfies this requirement.	[13, 167, 389, 206]
subhead: 25 or Fewer Employees	[910, 11, 953, 38]
paragraph: (3) The affected employee shall receive payment of all wages recovered.	[804, 808, 976, 815]
rate-cell: $58.22 /week	[1123, 47, 1187, 57]
rate-cell: $10.02	[1038, 158, 1080, 168]
rate-cell: $65.83 /week	[1080, 38, 1123, 48]
